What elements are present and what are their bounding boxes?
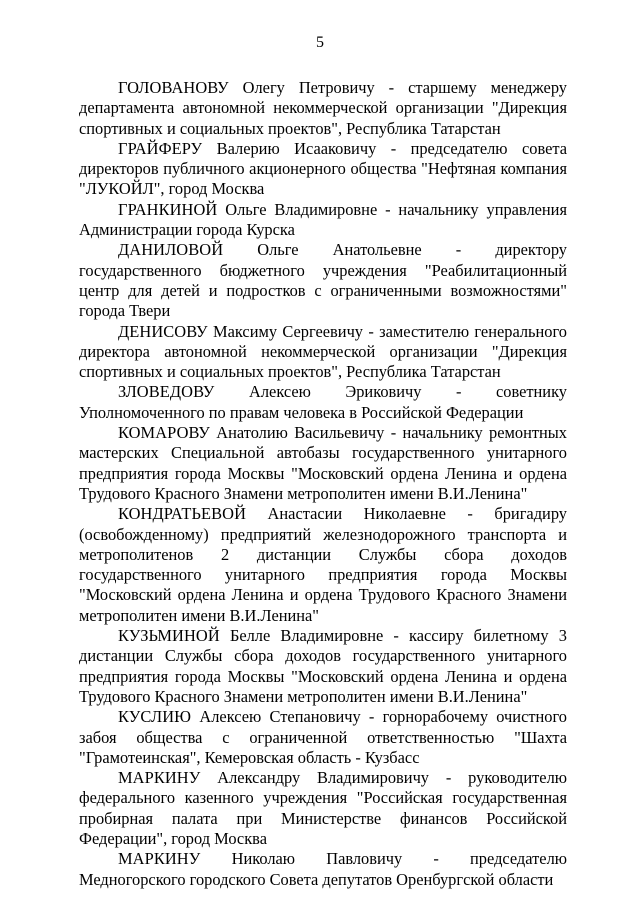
recipient-details: Максиму Сергеевичу - заместителю генерального директора автономной некоммерческой организации "Дирекция спортивных и социальных проектов", Республика Татарстан xyxy=(79,321,567,382)
recipient-entry xyxy=(79,423,567,504)
recipient-details: Ольге Владимировне - начальнику управления Администрации города Курска xyxy=(79,199,567,240)
recipient-entry xyxy=(79,139,567,200)
recipient-details: Николаю Павловичу - председателю Медногорского городского Совета депутатов Оренбургской области xyxy=(79,849,567,889)
recipient-details: Олегу Петровичу - старшему менеджеру департамента автономной некоммерческой организации "Дирекция спортивных и социальных проектов", Республика Татарстан xyxy=(79,78,567,138)
recipient-entry xyxy=(79,78,567,139)
recipient-entry xyxy=(79,768,567,849)
recipient-surname: ЗЛОВЕДОВУ xyxy=(118,382,215,402)
recipient-surname: ДЕНИСОВУ xyxy=(118,321,208,341)
recipient-surname: МАРКИНУ xyxy=(118,849,201,869)
recipient-entry xyxy=(79,707,567,768)
recipient-details: Анастасии Николаевне - бригадиру (освобожденному) предприятий железнодорожного транспорта и метрополитенов 2 дистанции Службы сбора доходов государственного унитарного предприятия города Москвы "Московский ордена Ленина и ордена Трудового Красного Знамени метрополитен имени В.И.Ленина" xyxy=(79,504,567,625)
recipient-surname: КУСЛИЮ xyxy=(118,707,192,727)
recipient-surname: КОМАРОВУ xyxy=(118,423,210,443)
recipient-entry xyxy=(79,240,567,321)
recipient-details: Алексею Степановичу - горнорабочему очистного забоя общества с ограниченной ответственностью "Шахта "Грамотеинская", Кемеровская область - Кузбасс xyxy=(79,707,567,767)
recipient-surname: МАРКИНУ xyxy=(118,768,201,788)
recipient-entry xyxy=(79,504,567,626)
recipient-details: Ольге Анатольевне - директору государственного бюджетного учреждения "Реабилитационный центр для детей и подростков с ограниченными возможностями" города Твери xyxy=(79,240,567,321)
recipient-details: Анатолию Васильевичу - начальнику ремонтных мастерских Специальной автобазы государственного унитарного предприятия города Москвы "Московский ордена Ленина и ордена Трудового Красного Знамени метрополитен имени В.И.Ленина" xyxy=(79,423,567,503)
recipient-surname: КУЗЬМИНОЙ xyxy=(118,626,220,646)
recipient-entry xyxy=(79,849,567,890)
recipient-details: Алексею Эриковичу - советнику Уполномоченного по правам человека в Российской Федерации xyxy=(79,382,567,422)
recipient-entry xyxy=(79,626,567,707)
recipient-surname: ДАНИЛОВОЙ xyxy=(118,240,224,260)
recipient-surname: ГОЛОВАНОВУ xyxy=(118,78,229,97)
recipient-entry xyxy=(79,322,567,383)
recipient-details: Белле Владимировне - кассиру билетному 3 дистанции Службы сбора доходов государственного унитарного предприятия города Москвы "Московский ордена Ленина и ордена Трудового Красного Знамени метрополитен имени В.И.Ленина" xyxy=(79,626,567,706)
award-recipient-list xyxy=(79,78,567,890)
recipient-details: Александру Владимировичу - руководителю федерального казенного учреждения "Российская государственная пробирная палата при Министерстве финансов Российской Федерации", город Москва xyxy=(79,768,567,848)
page-number: 5 xyxy=(316,34,324,51)
recipient-entry xyxy=(79,382,567,423)
recipient-entry xyxy=(79,200,567,241)
recipient-surname: ГРАЙФЕРУ xyxy=(118,138,203,158)
recipient-details: Валерию Исааковичу - председателю совета директоров публичного акционерного общества "Нефтяная компания "ЛУКОЙЛ", город Москва xyxy=(79,138,567,199)
recipient-surname: ГРАНКИНОЙ xyxy=(118,199,218,219)
recipient-surname: КОНДРАТЬЕВОЙ xyxy=(118,504,247,524)
